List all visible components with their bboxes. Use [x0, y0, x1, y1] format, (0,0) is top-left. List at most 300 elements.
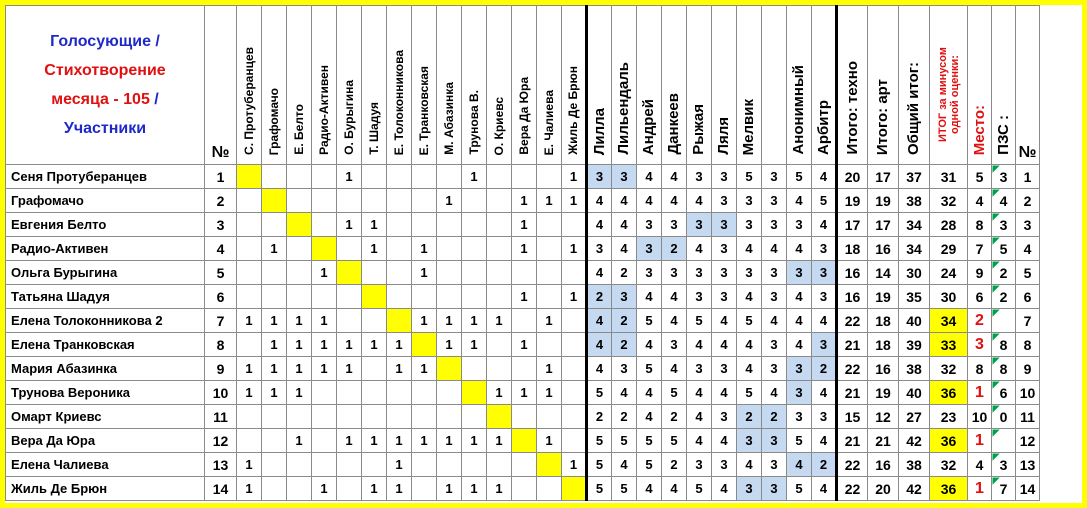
vote-cell — [262, 165, 287, 189]
vote-cell — [437, 213, 462, 237]
vote-cell — [362, 357, 387, 381]
vote-cell — [387, 213, 412, 237]
vote-cell — [537, 261, 562, 285]
vote-cell — [462, 237, 487, 261]
vote-cell — [287, 189, 312, 213]
vote-cell: 1 — [237, 477, 262, 501]
vote-cell — [237, 213, 262, 237]
minus-one-total: 36 — [930, 477, 968, 501]
jury-score: 4 — [787, 285, 812, 309]
jury-score: 3 — [612, 357, 637, 381]
vote-cell — [537, 285, 562, 309]
voter-header — [362, 6, 387, 165]
jury-score: 3 — [712, 261, 737, 285]
vote-cell — [362, 309, 387, 333]
vote-cell — [262, 285, 287, 309]
participant-name: Елена Транковская — [6, 333, 205, 357]
vote-cell — [462, 381, 487, 405]
vote-cell — [237, 237, 262, 261]
pzs-value: 3 — [992, 165, 1016, 189]
jury-score: 3 — [737, 261, 762, 285]
participant-name: Вера Да Юра — [6, 429, 205, 453]
jury-score: 3 — [712, 213, 737, 237]
jury-score: 3 — [812, 261, 837, 285]
vote-cell — [337, 189, 362, 213]
jury-score: 4 — [812, 381, 837, 405]
art-total: 14 — [868, 261, 899, 285]
jury-score: 3 — [712, 453, 737, 477]
vote-cell: 1 — [437, 189, 462, 213]
title-poem: Стихотворение — [44, 62, 166, 79]
overall-total: 35 — [899, 285, 930, 309]
voter-header-label: Графомачо — [266, 87, 281, 155]
vote-cell: 1 — [412, 261, 437, 285]
vote-cell — [387, 237, 412, 261]
place-value: 6 — [968, 285, 992, 309]
vote-cell — [337, 405, 362, 429]
jury-header — [637, 6, 662, 165]
title-slash: / — [149, 91, 159, 108]
vote-cell — [562, 429, 587, 453]
vote-cell — [312, 405, 337, 429]
vote-cell: 1 — [337, 333, 362, 357]
vote-cell: 1 — [562, 165, 587, 189]
minus-one-total: 31 — [930, 165, 968, 189]
table-row — [6, 381, 1065, 405]
table-row — [6, 237, 1065, 261]
jury-score: 4 — [712, 429, 737, 453]
overall-total-header — [899, 6, 930, 165]
overall-total-header-label: Общий итог: — [905, 62, 922, 155]
vote-cell — [262, 261, 287, 285]
vote-cell: 1 — [412, 357, 437, 381]
art-total: 12 — [868, 405, 899, 429]
techno-total: 16 — [837, 261, 868, 285]
vote-cell — [512, 261, 537, 285]
jury-score: 4 — [662, 189, 687, 213]
jury-score: 4 — [737, 333, 762, 357]
jury-header — [612, 6, 637, 165]
voter-header-label: О. Криевс — [491, 96, 506, 155]
vote-cell — [337, 261, 362, 285]
pzs-header — [992, 6, 1016, 165]
jury-score: 5 — [787, 165, 812, 189]
participant-number: 14 — [205, 477, 237, 501]
place-value: 10 — [968, 405, 992, 429]
table-row — [6, 357, 1065, 381]
vote-cell — [412, 333, 437, 357]
minus-one-total: 33 — [930, 333, 968, 357]
jury-score: 4 — [712, 381, 737, 405]
participant-number: 4 — [205, 237, 237, 261]
vote-cell — [337, 381, 362, 405]
vote-cell — [487, 333, 512, 357]
vote-cell — [387, 381, 412, 405]
jury-score: 3 — [587, 165, 612, 189]
jury-score: 4 — [712, 309, 737, 333]
jury-score: 4 — [612, 189, 637, 213]
jury-score: 3 — [762, 213, 787, 237]
vote-cell: 1 — [437, 309, 462, 333]
voter-header — [337, 6, 362, 165]
jury-score: 4 — [687, 333, 712, 357]
participant-number: 10 — [205, 381, 237, 405]
table-row — [6, 189, 1065, 213]
vote-cell — [537, 237, 562, 261]
techno-total: 22 — [837, 309, 868, 333]
vote-cell — [437, 357, 462, 381]
vote-cell — [312, 285, 337, 309]
minus-one-total: 32 — [930, 189, 968, 213]
vote-cell — [237, 333, 262, 357]
pzs-value: 2 — [992, 285, 1016, 309]
voter-header-label: Жиль Де Брюн — [566, 66, 580, 155]
jury-score: 5 — [737, 165, 762, 189]
vote-cell — [462, 285, 487, 309]
voter-header — [287, 6, 312, 165]
voter-header-label: Т. Шадуя — [366, 102, 381, 155]
vote-cell — [312, 453, 337, 477]
jury-score: 3 — [787, 213, 812, 237]
jury-score: 4 — [662, 285, 687, 309]
vote-cell — [437, 405, 462, 429]
vote-cell — [337, 477, 362, 501]
vote-cell: 1 — [312, 357, 337, 381]
vote-cell: 1 — [287, 429, 312, 453]
voter-header-label: Радио-Активен — [316, 65, 331, 155]
art-total: 16 — [868, 237, 899, 261]
vote-cell — [387, 261, 412, 285]
place-header-label: Место: — [970, 104, 988, 155]
pzs-value: 5 — [992, 237, 1016, 261]
jury-header — [712, 6, 737, 165]
jury-score: 3 — [762, 429, 787, 453]
participant-name: Татьяна Шадуя — [6, 285, 205, 309]
vote-cell: 1 — [487, 429, 512, 453]
art-total: 18 — [868, 309, 899, 333]
vote-cell: 1 — [387, 453, 412, 477]
jury-score: 2 — [612, 261, 637, 285]
jury-score: 3 — [712, 165, 737, 189]
jury-score: 4 — [662, 357, 687, 381]
jury-score: 4 — [737, 285, 762, 309]
jury-score: 3 — [812, 285, 837, 309]
jury-score: 2 — [737, 405, 762, 429]
table-row — [6, 405, 1065, 429]
vote-cell — [237, 189, 262, 213]
overall-total: 42 — [899, 429, 930, 453]
minus-one-total: 24 — [930, 261, 968, 285]
row-number: 5 — [1016, 261, 1040, 285]
jury-score: 4 — [612, 237, 637, 261]
jury-header-label: Данкеев — [665, 93, 682, 155]
participant-number: 3 — [205, 213, 237, 237]
vote-cell — [387, 165, 412, 189]
jury-score: 3 — [662, 261, 687, 285]
vote-cell — [537, 213, 562, 237]
vote-cell — [287, 453, 312, 477]
jury-score: 5 — [612, 477, 637, 501]
jury-score: 3 — [712, 357, 737, 381]
art-total: 19 — [868, 285, 899, 309]
participant-name: Жиль Де Брюн — [6, 477, 205, 501]
participant-number: 11 — [205, 405, 237, 429]
vote-cell: 1 — [262, 333, 287, 357]
jury-score: 3 — [812, 237, 837, 261]
jury-score: 4 — [812, 213, 837, 237]
vote-cell — [412, 453, 437, 477]
jury-score: 5 — [812, 189, 837, 213]
vote-cell: 1 — [512, 285, 537, 309]
jury-score: 4 — [662, 309, 687, 333]
vote-cell — [237, 405, 262, 429]
jury-score: 5 — [687, 477, 712, 501]
vote-cell — [562, 405, 587, 429]
jury-score: 3 — [712, 189, 737, 213]
art-total: 21 — [868, 429, 899, 453]
vote-cell — [462, 261, 487, 285]
vote-cell: 1 — [387, 429, 412, 453]
jury-score: 3 — [762, 357, 787, 381]
jury-score: 3 — [662, 333, 687, 357]
techno-total: 22 — [837, 453, 868, 477]
vote-cell — [562, 477, 587, 501]
jury-score: 4 — [587, 213, 612, 237]
vote-cell — [287, 213, 312, 237]
vote-cell: 1 — [462, 309, 487, 333]
jury-score: 4 — [787, 237, 812, 261]
vote-cell — [462, 189, 487, 213]
jury-score: 5 — [612, 429, 637, 453]
voter-header — [462, 6, 487, 165]
voter-header — [487, 6, 512, 165]
vote-cell: 1 — [362, 237, 387, 261]
vote-cell — [512, 309, 537, 333]
row-number: 4 — [1016, 237, 1040, 261]
participant-number: 5 — [205, 261, 237, 285]
minus-one-total: 36 — [930, 429, 968, 453]
vote-cell — [287, 261, 312, 285]
vote-cell: 1 — [312, 477, 337, 501]
vote-cell: 1 — [362, 213, 387, 237]
participant-number: 6 — [205, 285, 237, 309]
overall-total: 42 — [899, 477, 930, 501]
art-total: 16 — [868, 357, 899, 381]
vote-cell: 1 — [237, 381, 262, 405]
voter-header — [562, 6, 587, 165]
art-total: 17 — [868, 165, 899, 189]
vote-cell: 1 — [262, 357, 287, 381]
techno-total: 17 — [837, 213, 868, 237]
minus-one-header-label: ИТОГ за минусом одной оценки: — [936, 47, 961, 143]
jury-header-label: Арбитр — [814, 100, 832, 155]
vote-cell — [262, 429, 287, 453]
jury-header — [687, 6, 712, 165]
voter-header-label: Трунова В. — [466, 90, 481, 155]
jury-score: 3 — [687, 285, 712, 309]
pzs-value: 4 — [992, 189, 1016, 213]
vote-cell — [512, 165, 537, 189]
voter-header — [537, 6, 562, 165]
jury-score: 2 — [587, 285, 612, 309]
vote-cell — [362, 381, 387, 405]
header-row — [6, 6, 1065, 165]
vote-cell: 1 — [562, 189, 587, 213]
vote-cell — [487, 405, 512, 429]
jury-score: 3 — [762, 453, 787, 477]
place-value: 7 — [968, 237, 992, 261]
participant-name: Омарт Криевс — [6, 405, 205, 429]
vote-cell: 1 — [562, 453, 587, 477]
overall-total: 34 — [899, 213, 930, 237]
participant-number: 13 — [205, 453, 237, 477]
vote-cell: 1 — [462, 165, 487, 189]
row-number: 13 — [1016, 453, 1040, 477]
vote-cell — [287, 237, 312, 261]
vote-cell — [287, 285, 312, 309]
vote-cell: 1 — [362, 429, 387, 453]
jury-score: 3 — [762, 333, 787, 357]
voter-header — [237, 6, 262, 165]
place-value: 2 — [968, 309, 992, 333]
techno-total: 22 — [837, 357, 868, 381]
place-value: 5 — [968, 165, 992, 189]
vote-cell — [262, 189, 287, 213]
overall-total: 38 — [899, 453, 930, 477]
vote-cell — [512, 477, 537, 501]
place-value: 9 — [968, 261, 992, 285]
row-number: 9 — [1016, 357, 1040, 381]
art-total: 19 — [868, 381, 899, 405]
participant-number: 7 — [205, 309, 237, 333]
minus-one-total: 36 — [930, 381, 968, 405]
row-number: 2 — [1016, 189, 1040, 213]
jury-score: 2 — [612, 405, 637, 429]
voter-header-label: М. Абазинка — [441, 82, 456, 155]
voter-header-label: Е. Транковская — [416, 65, 431, 155]
jury-header — [812, 6, 837, 165]
jury-score: 2 — [662, 405, 687, 429]
vote-cell: 1 — [237, 453, 262, 477]
jury-score: 4 — [587, 189, 612, 213]
jury-score: 3 — [687, 213, 712, 237]
jury-score: 4 — [712, 477, 737, 501]
jury-score: 3 — [812, 405, 837, 429]
jury-score: 4 — [762, 381, 787, 405]
jury-score: 4 — [587, 357, 612, 381]
jury-score: 3 — [637, 213, 662, 237]
vote-cell — [537, 453, 562, 477]
techno-total: 21 — [837, 429, 868, 453]
vote-cell: 1 — [562, 285, 587, 309]
vote-cell — [437, 261, 462, 285]
vote-cell: 1 — [462, 333, 487, 357]
table-row — [6, 285, 1065, 309]
jury-score: 5 — [687, 309, 712, 333]
voter-header — [312, 6, 337, 165]
vote-cell — [512, 429, 537, 453]
jury-score: 4 — [687, 381, 712, 405]
row-number: 7 — [1016, 309, 1040, 333]
participant-number: 12 — [205, 429, 237, 453]
jury-score: 3 — [762, 477, 787, 501]
vote-cell: 1 — [387, 477, 412, 501]
vote-cell — [362, 405, 387, 429]
vote-cell — [512, 357, 537, 381]
techno-total: 16 — [837, 285, 868, 309]
minus-one-header — [930, 6, 968, 165]
voter-header — [262, 6, 287, 165]
jury-score: 4 — [637, 381, 662, 405]
vote-cell: 1 — [387, 357, 412, 381]
pzs-value: 2 — [992, 261, 1016, 285]
vote-cell: 1 — [462, 477, 487, 501]
jury-score: 4 — [637, 285, 662, 309]
vote-cell: 1 — [437, 333, 462, 357]
pzs-value: 8 — [992, 357, 1016, 381]
pzs-value: 3 — [992, 213, 1016, 237]
jury-score: 5 — [637, 357, 662, 381]
jury-score: 5 — [637, 429, 662, 453]
table-row — [6, 453, 1065, 477]
vote-cell — [237, 165, 262, 189]
vote-cell — [312, 189, 337, 213]
participant-number: 9 — [205, 357, 237, 381]
vote-cell — [412, 189, 437, 213]
minus-one-total: 34 — [930, 309, 968, 333]
overall-total: 30 — [899, 261, 930, 285]
total-art-header-label: Итого: арт — [874, 78, 891, 155]
jury-score: 4 — [687, 405, 712, 429]
vote-cell — [237, 285, 262, 309]
vote-cell — [487, 213, 512, 237]
jury-score: 4 — [787, 333, 812, 357]
vote-cell: 1 — [337, 357, 362, 381]
vote-cell — [237, 261, 262, 285]
vote-cell: 1 — [537, 309, 562, 333]
jury-score: 2 — [762, 405, 787, 429]
jury-score: 3 — [712, 237, 737, 261]
voting-table-panel — [5, 5, 1082, 503]
voter-header — [437, 6, 462, 165]
voter-header-label: О. Бурыгина — [341, 80, 356, 155]
title-month: месяца - — [51, 91, 124, 108]
jury-score: 4 — [687, 189, 712, 213]
vote-cell — [412, 477, 437, 501]
jury-score: 2 — [812, 357, 837, 381]
jury-score: 3 — [737, 189, 762, 213]
jury-score: 4 — [687, 429, 712, 453]
vote-cell: 1 — [312, 261, 337, 285]
vote-cell — [487, 453, 512, 477]
vote-cell: 1 — [487, 381, 512, 405]
vote-cell — [412, 381, 437, 405]
jury-score: 4 — [637, 333, 662, 357]
jury-score: 4 — [812, 165, 837, 189]
jury-header — [762, 6, 787, 165]
place-value: 1 — [968, 381, 992, 405]
voter-header-label: Е. Толоконникова — [391, 49, 406, 155]
vote-cell: 1 — [537, 357, 562, 381]
techno-total: 19 — [837, 189, 868, 213]
overall-total: 37 — [899, 165, 930, 189]
jury-score: 4 — [787, 453, 812, 477]
jury-score: 2 — [612, 333, 637, 357]
participant-number: 1 — [205, 165, 237, 189]
jury-score: 3 — [687, 453, 712, 477]
voter-header-label: С. Протуберанцев — [241, 47, 256, 155]
vote-cell — [487, 165, 512, 189]
